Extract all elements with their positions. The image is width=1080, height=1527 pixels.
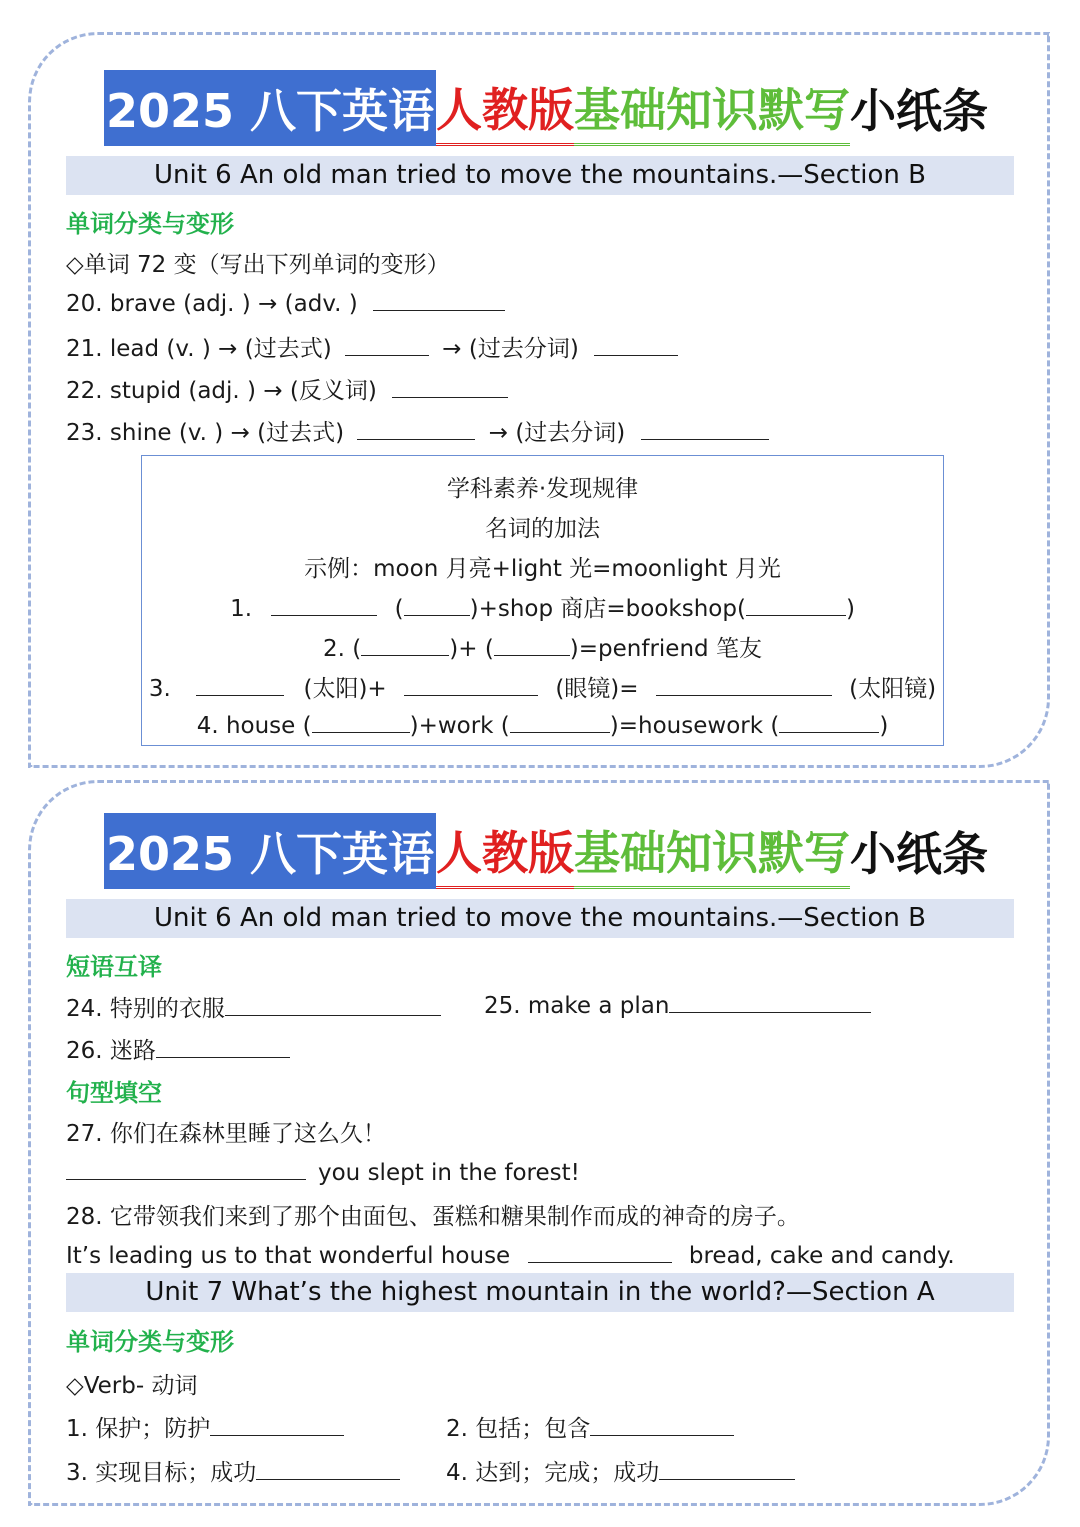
answer-blank[interactable] [196, 673, 284, 696]
answer-blank[interactable] [641, 417, 769, 440]
question-27: 27. 你们在森林里睡了这么久！ [66, 1121, 386, 1147]
title-part-1: 2025 八下英语 [104, 813, 436, 889]
title-part-3: 基础知识默写 [574, 70, 850, 146]
answer-blank[interactable] [779, 710, 879, 733]
verb-item-3-text: 3. 实现目标；成功 [66, 1460, 257, 1486]
question-22-text: 22. stupid (adj. ) → (反义词) [66, 378, 377, 404]
question-26 [66, 1032, 290, 1065]
verb-item-3 [66, 1454, 400, 1487]
unit7-header: Unit 7 What’s the highest mountain in the world?—Section A [66, 1273, 1014, 1312]
answer-blank[interactable] [357, 417, 475, 440]
box-line-4 [142, 710, 943, 739]
question-24 [66, 990, 441, 1023]
card2-title [104, 813, 988, 889]
box-line-2 [142, 630, 943, 663]
answer-blank[interactable] [746, 593, 846, 616]
box-text: )+shop 商店=bookshop( [469, 596, 746, 622]
answer-blank[interactable] [271, 593, 377, 616]
question-26-text: 26. 迷路 [66, 1038, 156, 1064]
answer-blank[interactable] [669, 990, 871, 1013]
card1-title [104, 70, 988, 146]
question-28: 28. 它带领我们来到了那个由面包、蛋糕和糖果制作而成的神奇的房子。 [66, 1204, 800, 1230]
answer-blank[interactable] [494, 633, 570, 656]
box-text: )+ ( [449, 636, 494, 662]
question-23-text: 23. shine (v. ) → (过去式) [66, 420, 345, 446]
answer-blank[interactable] [510, 710, 610, 733]
answer-blank[interactable] [312, 710, 410, 733]
question-21-text: 21. lead (v. ) → (过去式) [66, 336, 332, 362]
section-heading-vocab: 单词分类与变形 [66, 1328, 234, 1356]
question-25 [484, 990, 871, 1019]
question-23-text-b: → (过去分词) [488, 420, 626, 446]
box-text: (眼镜)= [555, 676, 639, 702]
answer-blank[interactable] [404, 593, 470, 616]
verb-item-4-text: 4. 达到；完成；成功 [446, 1460, 660, 1486]
question-28-english-text-b: bread, cake and candy. [688, 1243, 955, 1269]
box-subtitle: 名词的加法 [485, 516, 600, 542]
answer-blank[interactable] [66, 1157, 306, 1180]
unit-header: Unit 6 An old man tried to move the mountains.—Section B [66, 899, 1014, 938]
box-line-3 [142, 670, 943, 703]
box-text: 4. house ( [196, 713, 312, 739]
box-text: )+work ( [409, 713, 510, 739]
verb-item-4 [446, 1454, 795, 1487]
question-27-english [66, 1157, 580, 1186]
title-part-1: 2025 八下英语 [104, 70, 436, 146]
title-part-4: 小纸条 [850, 84, 989, 138]
answer-blank[interactable] [361, 633, 449, 656]
answer-blank[interactable] [528, 1240, 672, 1263]
verb-item-1-text: 1. 保护；防护 [66, 1416, 211, 1442]
section-heading-sentences: 句型填空 [66, 1079, 162, 1107]
answer-blank[interactable] [392, 375, 508, 398]
question-28-english [66, 1240, 955, 1269]
verb-item-2 [446, 1410, 734, 1443]
question-23 [66, 414, 769, 447]
question-27-english-text: you slept in the forest! [318, 1160, 580, 1186]
answer-blank[interactable] [373, 288, 505, 311]
question-20 [66, 288, 505, 317]
question-24-text: 24. 特别的衣服 [66, 996, 225, 1022]
verb-intro: ◇Verb- 动词 [66, 1373, 198, 1399]
vocab-intro: ◇单词 72 变（写出下列单词的变形） [66, 252, 450, 278]
answer-blank[interactable] [210, 1413, 344, 1436]
question-21 [66, 330, 678, 363]
question-20-text: 20. brave (adj. ) → (adv. ) [66, 291, 358, 317]
answer-blank[interactable] [256, 1457, 400, 1480]
item-number: 3. [148, 676, 171, 702]
question-28-english-text-a: It’s leading us to that wonderful house [66, 1243, 511, 1269]
box-text: (太阳镜) [849, 676, 937, 702]
box-text: 2. ( [323, 636, 362, 662]
box-text: ) [879, 713, 889, 739]
answer-blank[interactable] [404, 673, 538, 696]
question-25-text: 25. make a plan [484, 993, 670, 1019]
box-text: )=housework ( [609, 713, 780, 739]
title-part-4: 小纸条 [850, 827, 989, 881]
box-text: ) [845, 596, 855, 622]
box-text: )=penfriend 笔友 [569, 636, 762, 662]
answer-blank[interactable] [590, 1413, 734, 1436]
title-part-2: 人教版 [436, 813, 574, 889]
verb-item-1 [66, 1410, 344, 1443]
answer-blank[interactable] [656, 673, 832, 696]
rule-discovery-box [141, 455, 944, 746]
box-text: (太阳)+ [303, 676, 387, 702]
box-example: 示例：moon 月亮+light 光=moonlight 月光 [304, 556, 781, 582]
box-line-1 [142, 590, 943, 623]
section-heading-phrases: 短语互译 [66, 953, 162, 981]
box-title: 学科素养·发现规律 [446, 476, 639, 502]
question-22 [66, 372, 508, 405]
title-part-2: 人教版 [436, 70, 574, 146]
item-number: 1. [230, 596, 253, 622]
box-text: ( [394, 596, 404, 622]
verb-item-2-text: 2. 包括；包含 [446, 1416, 591, 1442]
title-part-3: 基础知识默写 [574, 813, 850, 889]
section-heading-vocab: 单词分类与变形 [66, 210, 234, 238]
answer-blank[interactable] [594, 333, 678, 356]
question-21-text-b: → (过去分词) [442, 336, 579, 362]
answer-blank[interactable] [156, 1035, 290, 1058]
answer-blank[interactable] [659, 1457, 795, 1480]
answer-blank[interactable] [225, 993, 441, 1016]
answer-blank[interactable] [345, 333, 429, 356]
unit-header: Unit 6 An old man tried to move the mountains.—Section B [66, 156, 1014, 195]
